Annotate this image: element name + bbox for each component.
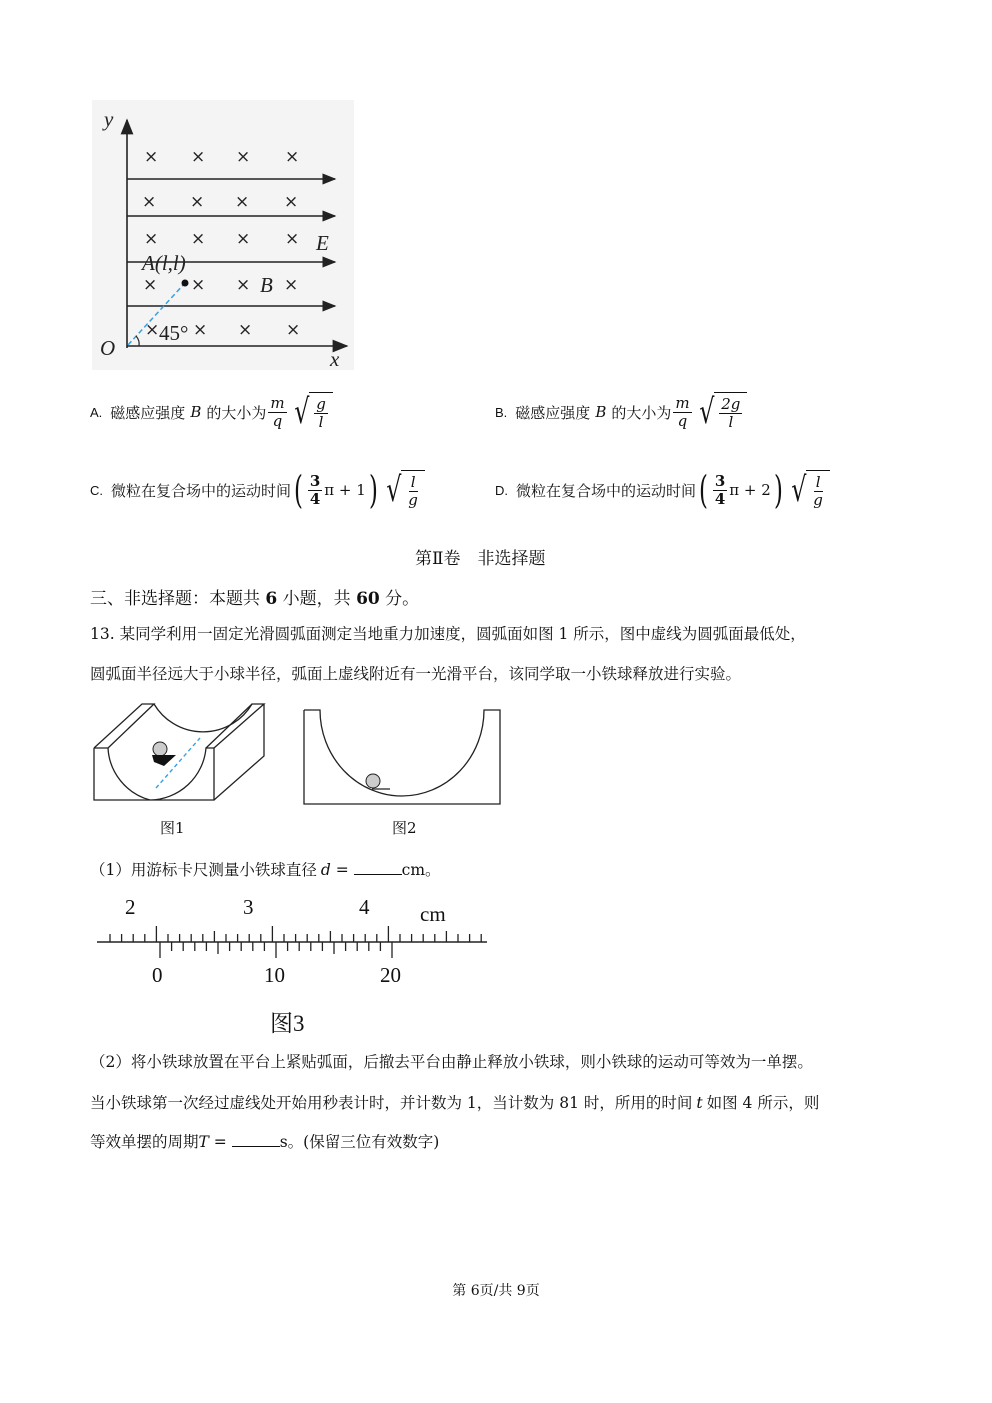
question-count: 6 — [265, 589, 278, 609]
fraction: $\frac{3}{4}$ — [714, 471, 726, 508]
option-d[interactable]: D. 微粒在复合场中的运动时间 ( $\frac{3}{4}$ π + 2 ) √ $\frac{l}{g}$ — [495, 470, 830, 510]
cross: × — [144, 229, 159, 249]
origin-label: O — [100, 336, 116, 360]
option-letter: D. — [495, 482, 508, 498]
section-title: 第Ⅱ卷 非选择题 — [415, 549, 546, 569]
option-b[interactable] — [495, 392, 747, 432]
option-text: 的大小为 — [206, 403, 267, 422]
y-axis-label: y — [104, 107, 114, 131]
cross: × — [193, 320, 208, 340]
angle-label: 45° — [159, 321, 189, 345]
figure-2-caption: 图2 — [392, 819, 417, 837]
q13-part2-line3: 等效单摆的周期T = s。(保留三位有效数字) — [90, 1133, 440, 1151]
figure-1-caption: 图1 — [160, 819, 185, 837]
fraction: $\frac{m}{q}$ — [270, 393, 285, 430]
option-text: 磁感应强度 — [110, 403, 186, 422]
option-letter: B. — [495, 404, 508, 420]
section-heading: 三、非选择题：本题共 6 小题，共 60 分。 — [90, 589, 420, 609]
cross: × — [236, 229, 251, 249]
expr-tail: π + 1 — [324, 481, 366, 499]
q13-line2: 圆弧面半径远大于小球半径，弧面上虚线附近有一光滑平台，该同学取一小铁球释放进行实验。 — [90, 665, 742, 683]
figure-1-block — [92, 700, 272, 805]
field-diagram — [92, 100, 362, 375]
vernier-scale-label: 10 — [264, 963, 285, 987]
vernier-scale-label: 0 — [152, 963, 163, 987]
e-field-label: E — [316, 231, 329, 255]
cross: × — [145, 320, 160, 340]
radical: √ $\frac{2g}{l}$ — [696, 392, 748, 432]
answer-blank-t[interactable] — [232, 1134, 280, 1147]
q13-line1: 13. 某同学利用一固定光滑圆弧面测定当地重力加速度，圆弧面如图 1 所示，图中虚线为圆弧面最低处， — [90, 625, 806, 643]
option-a[interactable] — [90, 392, 333, 432]
b-field-label: B — [260, 273, 273, 297]
cross: × — [142, 192, 157, 212]
radical: √ $\frac{g}{l}$ — [291, 392, 333, 432]
main-scale-label: 2 — [125, 895, 136, 919]
unit-label: cm — [420, 902, 446, 926]
answer-blank-d[interactable] — [354, 862, 402, 875]
radical: √ $\frac{l}{g}$ — [788, 470, 830, 510]
radical: √ $\frac{l}{g}$ — [383, 470, 425, 510]
cross: × — [191, 147, 206, 167]
expr-tail: π + 2 — [729, 481, 771, 499]
option-var: B — [595, 403, 607, 421]
cross: × — [238, 320, 253, 340]
vernier-caliper — [92, 920, 492, 960]
option-var: B — [190, 403, 202, 421]
main-scale-label: 4 — [359, 895, 370, 919]
q13-part2-line1: （2）将小铁球放置在平台上紧贴弧面，后撤去平台由静止释放小铁球，则小铁球的运动可等效为一单摆。 — [90, 1053, 813, 1071]
cross: × — [236, 275, 251, 295]
fraction: $\frac{3}{4}$ — [309, 471, 321, 508]
option-letter: C. — [90, 482, 103, 498]
q13-part1: （1）用游标卡尺测量小铁球直径 d = cm。 — [90, 861, 441, 879]
point-a-label: A(l,l) — [142, 251, 186, 275]
option-text: 微粒在复合场中的运动时间 — [111, 481, 292, 500]
vernier-scale-label: 20 — [380, 963, 401, 987]
cross: × — [285, 229, 300, 249]
page-footer: 第 6页/共 9页 — [452, 1283, 540, 1299]
point-a-dot — [182, 280, 189, 287]
cross: × — [191, 229, 206, 249]
cross: × — [236, 147, 251, 167]
main-scale-label: 3 — [243, 895, 254, 919]
main-scale-ticks — [110, 926, 481, 942]
cross: × — [286, 320, 301, 340]
cross: × — [191, 275, 206, 295]
fraction: $\frac{m}{q}$ — [675, 393, 690, 430]
cross: × — [235, 192, 250, 212]
figure-3-caption: 图3 — [270, 1011, 305, 1036]
q13-part2-line2: 当小铁球第一次经过虚线处开始用秒表计时，并计数为 1，当计数为 81 时，所用的时间 t 如图 4 所示，则 — [90, 1094, 820, 1112]
option-text: 微粒在复合场中的运动时间 — [516, 481, 697, 500]
cross: × — [284, 192, 299, 212]
option-letter: A. — [90, 404, 103, 420]
figure-2-section — [302, 708, 504, 808]
option-c[interactable]: C. 微粒在复合场中的运动时间 ( $\frac{3}{4}$ π + 1 ) √ $\frac{l}{g}$ — [90, 470, 425, 510]
cross: × — [143, 275, 158, 295]
x-axis-label: x — [330, 347, 340, 371]
option-text: 的大小为 — [611, 403, 672, 422]
cross: × — [144, 147, 159, 167]
option-text: 磁感应强度 — [515, 403, 591, 422]
cross: × — [284, 275, 299, 295]
cross: × — [285, 147, 300, 167]
total-score: 60 — [356, 589, 380, 609]
vernier-scale-ticks — [160, 942, 392, 958]
cross: × — [190, 192, 205, 212]
